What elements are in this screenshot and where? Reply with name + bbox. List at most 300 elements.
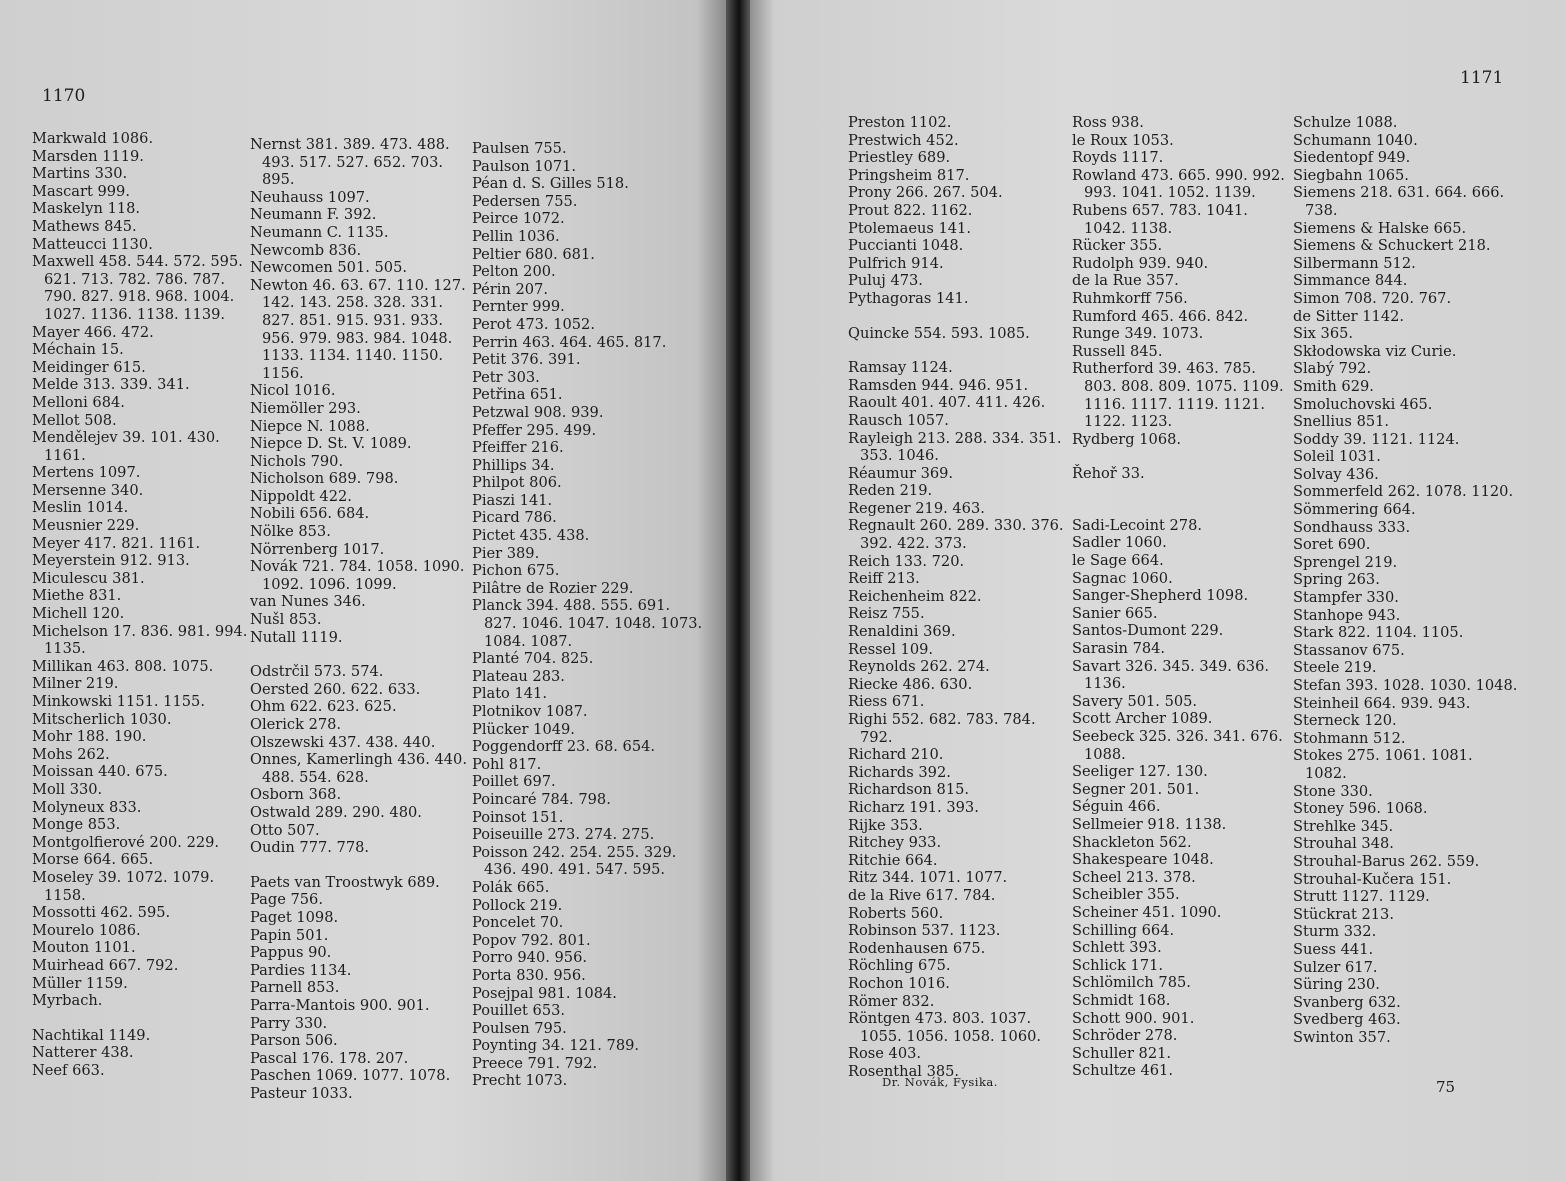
index-entry: Sadler 1060. [1072, 534, 1167, 552]
letter-gap [32, 1010, 250, 1027]
index-entry: Schott 900. 901. [1072, 1009, 1195, 1027]
index-entry: Siegbahn 1065. [1293, 166, 1409, 184]
index-entry: Schlett 393. [1072, 939, 1162, 957]
index-column-1 [32, 130, 250, 1079]
index-entry: Smoluchovski 465. [1293, 395, 1433, 413]
index-entry: Shakespeare 1048. [1072, 851, 1214, 869]
index-entry: Svedberg 463. [1293, 1011, 1401, 1029]
index-entry: Snellius 851. [1293, 413, 1390, 431]
index-entry: Plücker 1049. [472, 720, 575, 738]
index-entry: Pythagoras 141. [848, 289, 969, 307]
index-entry: Siemens & Schuckert 218. [1293, 237, 1491, 255]
index-entry: Rumford 465. 466. 842. [1072, 307, 1249, 325]
index-entry: Papin 501. [250, 926, 329, 944]
index-entry: Rubens 657. 783. 1041. 1042. 1138. [1072, 201, 1248, 237]
index-entry: Soret 690. [1293, 536, 1371, 554]
index-entry: Mohs 262. [32, 745, 110, 763]
index-entry: Römer 832. [848, 992, 935, 1010]
index-entry: Robinson 537. 1123. [848, 922, 1001, 940]
index-entry: de la Rue 357. [1072, 272, 1179, 290]
index-entry: Mourelo 1086. [32, 921, 141, 939]
letter-gap [1072, 483, 1290, 500]
index-entry: Martins 330. [32, 165, 128, 183]
index-entry: Meyerstein 912. 913. [32, 552, 190, 570]
index-entry: Mohr 188. 190. [32, 728, 147, 746]
index-entry: Ritchie 664. [848, 851, 938, 869]
index-entry: Ressel 109. [848, 640, 934, 658]
index-entry: Niepce N. 1088. [250, 417, 370, 435]
index-entry: Pulfrich 914. [848, 254, 944, 272]
index-entry: Smith 629. [1293, 377, 1374, 395]
index-entry: Rodenhausen 675. [848, 939, 986, 957]
index-entry: Pringsheim 817. [848, 166, 970, 184]
index-entry: Michelson 17. 836. 981. 994. 1135. [32, 622, 248, 658]
index-entry: Suess 441. [1293, 940, 1374, 958]
index-entry: Mathews 845. [32, 217, 137, 235]
index-entry: Spring 263. [1293, 571, 1380, 589]
index-entry: Petr 303. [472, 368, 540, 386]
index-entry: Scott Archer 1089. [1072, 710, 1213, 728]
index-entry: Mersenne 340. [32, 481, 144, 499]
index-entry: Priestley 689. [848, 149, 951, 167]
index-entry: Perot 473. 1052. [472, 315, 595, 333]
index-entry: Regener 219. 463. [848, 499, 985, 517]
index-entry: Sagnac 1060. [1072, 569, 1173, 587]
index-entry: Onnes, Kamerlingh 436. 440. 488. 554. 628. [250, 751, 467, 786]
index-entry: Rowland 473. 665. 990. 992. 993. 1041. 1052. 1139. [1072, 166, 1285, 202]
index-entry: Perrin 463. 464. 465. 817. [472, 333, 667, 351]
index-column-6 [1293, 114, 1518, 1046]
index-entry: Svanberg 632. [1293, 993, 1401, 1011]
index-entry: Schlömilch 785. [1072, 974, 1191, 992]
index-entry: Stassanov 675. [1293, 641, 1405, 659]
index-entry: de la Rive 617. 784. [848, 886, 996, 904]
index-entry: Seeliger 127. 130. [1072, 763, 1208, 781]
index-entry: Poinsot 151. [472, 808, 564, 826]
index-entry: Marsden 1119. [32, 147, 144, 165]
index-entry: Millikan 463. 808. 1075. [32, 657, 214, 675]
index-entry: Nölke 853. [250, 523, 331, 541]
index-entry: le Sage 664. [1072, 552, 1164, 570]
index-entry: Swinton 357. [1293, 1028, 1391, 1046]
index-entry: Mitscherlich 1030. [32, 710, 172, 728]
index-entry: Pfeiffer 216. [472, 439, 564, 457]
index-entry: Reynolds 262. 274. [848, 658, 990, 676]
index-entry: Ruhmkorff 756. [1072, 289, 1188, 307]
index-entry: Soleil 1031. [1293, 448, 1381, 466]
index-entry: Schlick 171. [1072, 956, 1164, 974]
index-entry: Montgolfierové 200. 229. [32, 833, 220, 851]
index-entry: Poncelet 70. [472, 914, 564, 932]
index-entry: Pfeffer 295. 499. [472, 421, 597, 439]
index-entry: Maxwell 458. 544. 572. 595. 621. 713. 782. 786. 787. 790. 827. 918. 968. 1004. 1027. 1136. 1138. 1139. [32, 253, 243, 323]
index-entry: Stark 822. 1104. 1105. [1293, 624, 1464, 642]
index-entry: Six 365. [1293, 325, 1354, 343]
index-entry: Plato 141. [472, 685, 547, 703]
index-entry: Mascart 999. [32, 182, 130, 200]
index-entry: Rudolph 939. 940. [1072, 254, 1209, 272]
index-entry: Nachtikal 1149. [32, 1026, 151, 1044]
index-entry: Schilling 664. [1072, 921, 1175, 939]
index-entry: Michell 120. [32, 605, 125, 623]
index-entry: Rosenthal 385. [848, 1062, 960, 1080]
index-entry: Süring 230. [1293, 976, 1380, 994]
index-entry: Sturm 332. [1293, 923, 1377, 941]
index-entry: Schröder 278. [1072, 1027, 1178, 1045]
index-entry: Rose 403. [848, 1045, 922, 1063]
index-entry: Novák 721. 784. 1058. 1090. 1092. 1096. 1099. [250, 558, 465, 593]
index-entry: Ostwald 289. 290. 480. [250, 803, 422, 821]
index-entry: Sondhauss 333. [1293, 518, 1411, 536]
index-entry: Roberts 560. [848, 904, 944, 922]
right-page [750, 0, 1565, 1181]
index-entry: Parra-Mantois 900. 901. [250, 996, 430, 1014]
index-entry: Regnault 260. 289. 330. 376. 392. 422. 373. [848, 517, 1064, 553]
index-entry: Neef 663. [32, 1061, 105, 1079]
index-entry: Scheel 213. 378. [1072, 868, 1196, 886]
index-entry: Nernst 381. 389. 473. 488. 493. 517. 527. 652. 703. 895. [250, 136, 450, 189]
index-entry: Steinheil 664. 939. 943. [1293, 694, 1471, 712]
index-entry: Picard 786. [472, 509, 557, 527]
index-entry: Matteucci 1130. [32, 235, 153, 253]
index-entry: Petit 376. 391. [472, 351, 581, 369]
index-entry: Preston 1102. [848, 114, 952, 131]
index-entry: Röchling 675. [848, 957, 951, 975]
index-entry: Paulson 1071. [472, 157, 577, 175]
index-entry: Paschen 1069. 1077. 1078. [250, 1067, 451, 1085]
index-entry: Řehoř 33. [1072, 465, 1145, 483]
index-entry: le Roux 1053. [1072, 131, 1174, 149]
index-entry: Séguin 466. [1072, 798, 1161, 816]
index-entry: Peirce 1072. [472, 210, 565, 228]
index-entry: Neumann C. 1135. [250, 223, 389, 241]
index-entry: Russell 845. [1072, 342, 1163, 360]
index-entry: Petřina 651. [472, 386, 563, 404]
index-entry: Meyer 417. 821. 1161. [32, 534, 201, 552]
index-entry: Schulze 1088. [1293, 114, 1398, 131]
index-column-5 [1072, 114, 1290, 1080]
index-entry: Moissan 440. 675. [32, 763, 168, 781]
index-entry: Poillet 697. [472, 773, 556, 791]
index-entry: Stanhope 943. [1293, 606, 1401, 624]
index-column-3 [472, 140, 704, 1090]
index-entry: Stone 330. [1293, 782, 1373, 800]
index-entry: Nicholson 689. 798. [250, 470, 399, 488]
index-entry: Steele 219. [1293, 659, 1377, 677]
index-entry: Schmidt 168. [1072, 991, 1171, 1009]
index-entry: Strehlke 345. [1293, 817, 1394, 835]
index-entry: Sommerfeld 262. 1078. 1120. [1293, 483, 1514, 501]
index-entry: Mertens 1097. [32, 464, 141, 482]
index-entry: Melloni 684. [32, 393, 125, 411]
index-entry: Poynting 34. 121. 789. [472, 1037, 640, 1055]
index-entry: Stefan 393. 1028. 1030. 1048. [1293, 677, 1518, 694]
index-entry: Olerick 278. [250, 716, 342, 733]
index-entry: Odstrčil 573. 574. [250, 663, 384, 681]
letter-gap [1072, 500, 1290, 517]
index-entry: Meslin 1014. [32, 499, 129, 517]
index-entry: Paget 1098. [250, 908, 339, 926]
index-entry: Page 756. [250, 891, 323, 909]
index-entry: Ritz 344. 1071. 1077. [848, 869, 1008, 887]
index-entry: Puluj 473. [848, 272, 923, 290]
index-entry: Rijke 353. [848, 816, 923, 834]
index-entry: Méchain 15. [32, 341, 124, 359]
index-entry: Richard 210. [848, 746, 944, 764]
index-entry: Pier 389. [472, 544, 540, 562]
index-entry: Mellot 508. [32, 411, 117, 429]
index-entry: Nobili 656. 684. [250, 505, 370, 523]
index-entry: Siedentopf 949. [1293, 149, 1411, 167]
index-entry: Simon 708. 720. 767. [1293, 289, 1452, 307]
index-entry: Pasteur 1033. [250, 1084, 353, 1102]
index-entry: Meidinger 615. [32, 358, 146, 376]
index-entry: Parson 506. [250, 1032, 338, 1050]
index-entry: Solvay 436. [1293, 465, 1379, 483]
index-entry: Pictet 435. 438. [472, 527, 590, 545]
index-entry: Rydberg 1068. [1072, 430, 1182, 448]
book-gutter [726, 0, 750, 1181]
index-entry: Otto 507. [250, 821, 320, 839]
index-entry: Savart 326. 345. 349. 636. 1136. [1072, 657, 1270, 693]
index-entry: Müller 1159. [32, 974, 128, 992]
index-entry: Scheiner 451. 1090. [1072, 903, 1222, 921]
index-entry: Renaldini 369. [848, 623, 956, 641]
index-entry: Runge 349. 1073. [1072, 325, 1204, 343]
index-entry: Mendělejev 39. 101. 430. 1161. [32, 429, 220, 464]
index-entry: Riess 671. [848, 693, 925, 711]
index-entry: Shackleton 562. [1072, 833, 1192, 851]
index-entry: Ramsden 944. 946. 951. [848, 376, 1029, 394]
index-entry: Strouhal-Kučera 151. [1293, 870, 1452, 888]
index-entry: Nörrenberg 1017. [250, 540, 385, 558]
index-entry: Schuller 821. [1072, 1044, 1172, 1062]
index-entry: Rausch 1057. [848, 411, 949, 429]
letter-gap [250, 646, 478, 663]
letter-gap [250, 857, 478, 874]
index-entry: Sanger-Shepherd 1098. [1072, 587, 1249, 605]
index-entry: Nušl 853. [250, 611, 322, 629]
index-entry: Popov 792. 801. [472, 931, 591, 949]
index-entry: Strouhal-Barus 262. 559. [1293, 852, 1480, 870]
index-entry: Milner 219. [32, 675, 119, 693]
index-entry: Pardies 1134. [250, 961, 352, 979]
letter-gap [848, 308, 1070, 325]
footer-author: Dr. Novák, Fysika. [882, 1075, 998, 1089]
index-entry: Mossotti 462. 595. [32, 904, 171, 922]
index-entry: Meusnier 229. [32, 517, 140, 535]
index-entry: Richarz 191. 393. [848, 798, 979, 816]
index-entry: Righi 552. 682. 783. 784. 792. [848, 711, 1036, 746]
index-entry: Pichon 675. [472, 562, 560, 580]
index-entry: Sanier 665. [1072, 604, 1158, 622]
index-entry: Moseley 39. 1072. 1079. 1158. [32, 868, 215, 904]
index-entry: Santos-Dumont 229. [1072, 622, 1224, 640]
left-page [0, 0, 726, 1181]
index-entry: Riecke 486. 630. [848, 675, 973, 693]
index-entry: Richardson 815. [848, 781, 970, 799]
index-entry: Reisz 755. [848, 605, 925, 623]
index-entry: Niepce D. St. V. 1089. [250, 435, 412, 453]
index-column-2 [250, 136, 478, 1102]
index-entry: Pollock 219. [472, 896, 563, 914]
index-entry: Natterer 438. [32, 1044, 134, 1062]
index-entry: Skłodowska viz Curie. [1293, 342, 1457, 360]
index-entry: Poisson 242. 254. 255. 329. 436. 490. 491. 547. 595. [472, 843, 677, 879]
index-entry: Réaumur 369. [848, 464, 954, 482]
index-entry: Osborn 368. [250, 786, 342, 804]
index-entry: Prout 822. 1162. [848, 201, 973, 219]
index-entry: Reichenheim 822. [848, 587, 982, 605]
index-entry: de Sitter 1142. [1293, 307, 1405, 325]
letter-gap [1072, 448, 1290, 465]
index-entry: Stückrat 213. [1293, 905, 1394, 923]
index-entry: Pouillet 653. [472, 1002, 566, 1020]
index-entry: Pappus 90. [250, 944, 332, 962]
index-entry: Pohl 817. [472, 755, 542, 773]
index-entry: Poulsen 795. [472, 1019, 567, 1037]
index-entry: Stampfer 330. [1293, 589, 1399, 607]
index-entry: Rutherford 39. 463. 785. 803. 808. 809. 1075. 1109. 1116. 1117. 1119. 1121. 1122. 1123. [1072, 360, 1284, 431]
index-entry: Peltier 680. 681. [472, 245, 595, 263]
index-entry: Ohm 622. 623. 625. [250, 698, 397, 716]
index-entry: Pascal 176. 178. 207. [250, 1049, 409, 1067]
index-entry: Ritchey 933. [848, 834, 942, 852]
index-entry: Rochon 1016. [848, 974, 950, 992]
index-entry: Schumann 1040. [1293, 131, 1418, 149]
index-entry: Planck 394. 488. 555. 691. 827. 1046. 1047. 1048. 1073. 1084. 1087. [472, 597, 703, 650]
index-entry: Nippoldt 422. [250, 487, 352, 505]
index-entry: Simmance 844. [1293, 272, 1408, 290]
index-entry: Moll 330. [32, 780, 103, 798]
index-entry: Parry 330. [250, 1014, 328, 1032]
index-entry: Reich 133. 720. [848, 552, 965, 570]
index-entry: Precht 1073. [472, 1072, 568, 1090]
index-entry: Stohmann 512. [1293, 729, 1406, 747]
index-entry: Poiseuille 273. 274. 275. [472, 826, 655, 844]
index-entry: Stokes 275. 1061. 1081. 1082. [1293, 747, 1473, 782]
index-column-4 [848, 114, 1070, 1080]
index-entry: Ramsay 1124. [848, 359, 953, 377]
index-entry: Newcomb 836. [250, 241, 362, 259]
index-entry: Rayleigh 213. 288. 334. 351. 353. 1046. [848, 429, 1062, 465]
index-entry: Posejpal 981. 1084. [472, 984, 617, 1002]
index-entry: Paets van Troostwyk 689. [250, 873, 440, 891]
index-entry: Ross 938. [1072, 114, 1144, 131]
index-entry: Mouton 1101. [32, 939, 136, 957]
index-entry: Porro 940. 956. [472, 949, 588, 967]
index-entry: Neuhauss 1097. [250, 188, 370, 206]
index-entry: Oudin 777. 778. [250, 839, 370, 857]
page-number-left: 1170 [42, 86, 86, 106]
index-entry: Nutall 1119. [250, 628, 343, 646]
index-entry: Pernter 999. [472, 298, 565, 316]
letter-gap [848, 342, 1070, 359]
index-entry: Richards 392. [848, 763, 951, 781]
index-entry: Poggendorff 23. 68. 654. [472, 738, 656, 756]
page-number-right: 1171 [1460, 68, 1504, 88]
index-entry: Sömmering 664. [1293, 501, 1416, 519]
index-entry: Scheibler 355. [1072, 886, 1180, 904]
index-entry: Siemens 218. 631. 664. 666. 738. [1293, 184, 1505, 219]
index-entry: Soddy 39. 1121. 1124. [1293, 430, 1460, 448]
index-entry: Preece 791. 792. [472, 1054, 598, 1072]
index-entry: Olszewski 437. 438. 440. [250, 733, 436, 751]
index-entry: Péan d. S. Gilles 518. [472, 175, 629, 193]
index-entry: Reden 219. [848, 482, 933, 500]
index-entry: Puccianti 1048. [848, 237, 964, 255]
index-entry: Neumann F. 392. [250, 206, 377, 224]
index-entry: Sulzer 617. [1293, 958, 1378, 976]
index-entry: Strutt 1127. 1129. [1293, 888, 1430, 906]
index-entry: Nicol 1016. [250, 382, 336, 400]
index-entry: Sterneck 120. [1293, 712, 1397, 730]
index-entry: Strouhal 348. [1293, 835, 1394, 853]
index-entry: Pellin 1036. [472, 227, 560, 245]
index-entry: Sarasin 784. [1072, 640, 1166, 658]
index-entry: Newcomen 501. 505. [250, 259, 407, 277]
index-entry: Parnell 853. [250, 979, 340, 997]
index-entry: Molyneux 833. [32, 798, 142, 816]
index-entry: Royds 1117. [1072, 149, 1164, 167]
index-entry: Nichols 790. [250, 452, 344, 470]
index-entry: van Nunes 346. [250, 593, 366, 611]
index-entry: Maskelyn 118. [32, 200, 141, 218]
index-entry: Rücker 355. [1072, 237, 1163, 255]
index-entry: Raoult 401. 407. 411. 426. [848, 394, 1046, 412]
index-entry: Quincke 554. 593. 1085. [848, 324, 1030, 342]
index-entry: Sprengel 219. [1293, 553, 1398, 571]
index-entry: Piaszi 141. [472, 491, 553, 509]
index-entry: Prestwich 452. [848, 131, 959, 149]
index-entry: Reiff 213. [848, 570, 920, 588]
index-entry: Poincaré 784. 798. [472, 790, 611, 808]
index-entry: Silbermann 512. [1293, 254, 1416, 272]
index-entry: Seebeck 325. 326. 341. 676. 1088. [1072, 728, 1283, 763]
index-entry: Périn 207. [472, 280, 548, 298]
index-entry: Morse 664. 665. [32, 851, 154, 869]
index-entry: Philpot 806. [472, 474, 562, 492]
index-entry: Sadi-Lecoint 278. [1072, 516, 1202, 534]
index-entry: Muirhead 667. 792. [32, 956, 179, 974]
index-entry: Stoney 596. 1068. [1293, 800, 1428, 818]
index-entry: Sellmeier 918. 1138. [1072, 815, 1227, 833]
index-entry: Schultze 461. [1072, 1062, 1173, 1080]
index-entry: Pilâtre de Rozier 229. [472, 579, 634, 597]
index-entry: Miculescu 381. [32, 569, 145, 587]
index-entry: Monge 853. [32, 816, 121, 834]
index-entry: Oersted 260. 622. 633. [250, 680, 421, 698]
index-entry: Porta 830. 956. [472, 966, 586, 984]
index-entry: Prony 266. 267. 504. [848, 184, 1003, 202]
sheet-number: 75 [1436, 1078, 1456, 1096]
index-entry: Minkowski 1151. 1155. [32, 693, 205, 710]
index-entry: Plateau 283. [472, 667, 565, 685]
index-entry: Röntgen 473. 803. 1037. 1055. 1056. 1058. 1060. [848, 1010, 1042, 1045]
index-entry: Phillips 34. [472, 456, 555, 474]
index-entry: Planté 704. 825. [472, 650, 594, 668]
index-entry: Pelton 200. [472, 263, 556, 281]
index-entry: Plotnikov 1087. [472, 703, 588, 720]
index-entry: Ptolemaeus 141. [848, 219, 971, 237]
index-entry: Mayer 466. 472. [32, 323, 154, 341]
index-entry: Savery 501. 505. [1072, 692, 1198, 710]
index-entry: Paulsen 755. [472, 140, 567, 157]
index-entry: Markwald 1086. [32, 130, 154, 147]
index-entry: Miethe 831. [32, 587, 122, 605]
index-entry: Segner 201. 501. [1072, 780, 1200, 798]
index-entry: Melde 313. 339. 341. [32, 376, 190, 394]
